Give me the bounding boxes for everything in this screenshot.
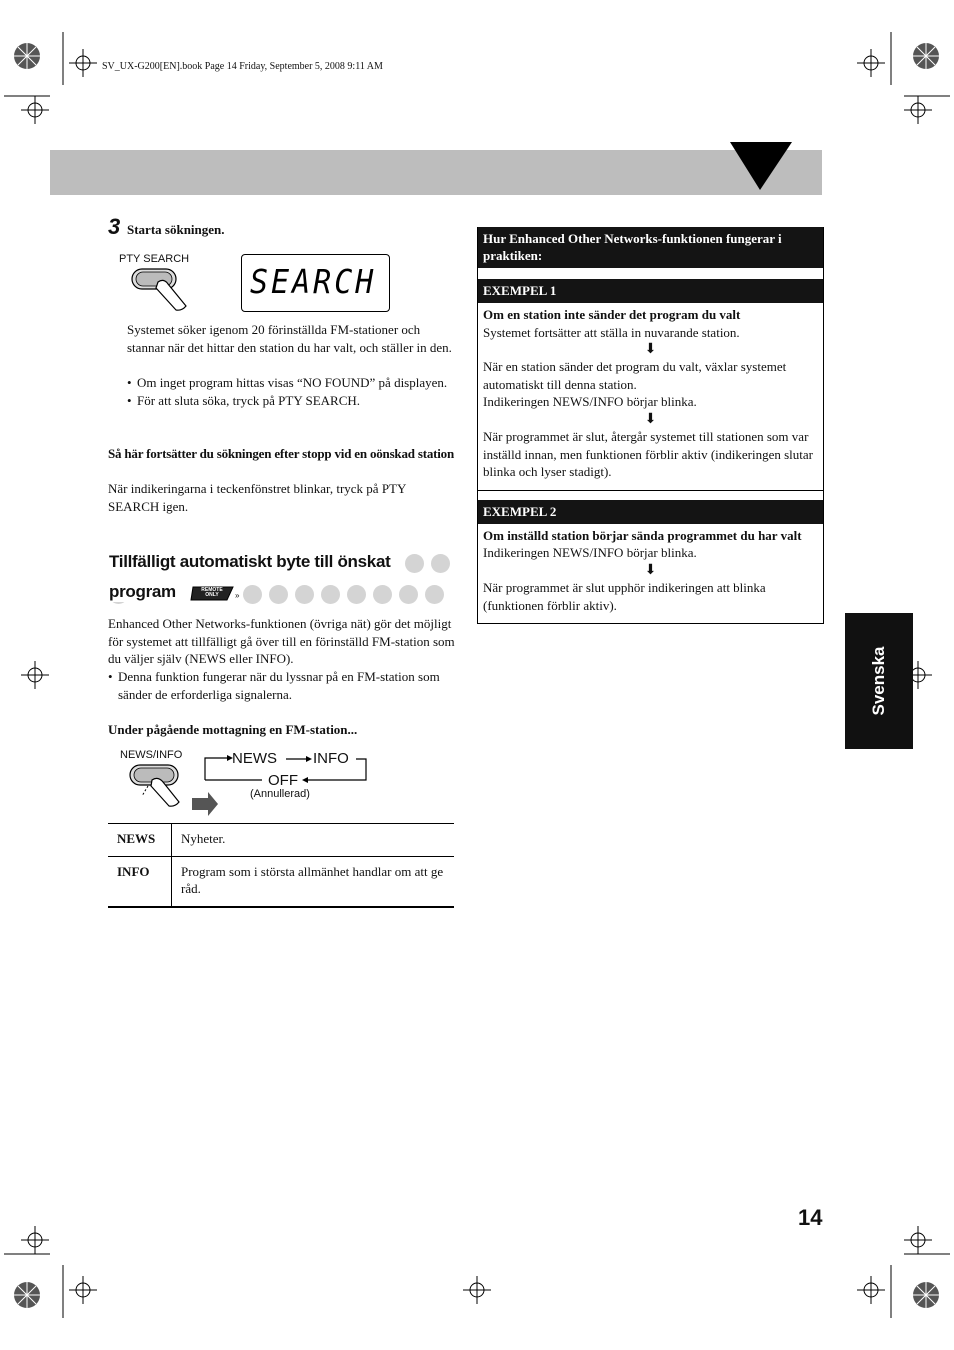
header-bar: [50, 150, 822, 195]
bullet-item: • För att sluta söka, tryck på PTY SEARCH.: [127, 392, 454, 410]
remote-only-text: REMOTE ONLY: [201, 587, 223, 598]
news-info-button-label: NEWS/INFO: [120, 749, 183, 761]
example1-text: När programmet är slut, återgår systemet till stationen som var inställd innan, men funktionen förblir aktiv (indikeringen slutar blinka och lyser stadigt).: [483, 428, 813, 480]
triangle-marker-icon: [722, 140, 824, 196]
down-arrow-icon: ⬇: [644, 342, 657, 358]
box-title: Hur Enhanced Other Networks-funktionen fungerar i praktiken:: [478, 227, 823, 268]
example1-content: [478, 303, 823, 490]
signal-icon: »: [235, 591, 240, 600]
step-number: 3: [108, 214, 121, 239]
bullet-item: • Denna funktion fungerar när du lyssnar på en FM-station som sänder de erforderliga signalerna.: [108, 668, 455, 703]
bullet-item: • Om inget program hittas visas “NO FOUND” på displayen.: [127, 374, 454, 392]
definition-table: [108, 823, 454, 908]
table-term: NEWS: [108, 824, 172, 857]
table-desc: Program som i största allmänhet handlar om att ge råd.: [181, 863, 444, 897]
cancel-label: (Annullerad): [250, 788, 310, 800]
table-desc: Nyheter.: [181, 831, 226, 846]
example2-text: Indikeringen NEWS/INFO börjar blinka.: [483, 545, 697, 561]
example2-label: EXEMPEL 2: [478, 500, 823, 524]
file-info: SV_UX-G200[EN].book Page 14 Friday, September 5, 2008 9:11 AM: [102, 61, 383, 72]
example2-content: [478, 524, 823, 623]
example1-text: Indikeringen NEWS/INFO börjar blinka.: [483, 394, 697, 410]
lcd-display: [241, 254, 390, 312]
section-title-line1: Tillfälligt automatiskt byte till önskat: [109, 552, 394, 572]
language-tab-label: Svenska: [869, 646, 888, 716]
example1-text: Systemet fortsätter att ställa in nuvarande station.: [483, 324, 740, 340]
down-arrow-icon: ⬇: [644, 562, 657, 578]
page-number: 14: [798, 1205, 823, 1230]
off-step: OFF: [268, 772, 298, 789]
language-tab: [845, 613, 913, 749]
search-description: Systemet söker igenom 20 förinställda FM-stationer och stannar när det hittar den station du har valt, och ställer in den.: [127, 322, 452, 355]
example1-label: EXEMPEL 1: [478, 279, 823, 303]
table-term: INFO: [108, 856, 172, 907]
lcd-display-text: SEARCH: [250, 263, 377, 302]
table-row: [108, 856, 454, 907]
search-bullets: [127, 374, 454, 409]
info-step: INFO: [313, 750, 349, 767]
continue-text: När indikeringarna i teckenfönstret blinkar, tryck på PTY SEARCH igen.: [108, 481, 406, 514]
pty-search-button[interactable]: [128, 266, 192, 312]
down-arrow-icon: ⬇: [644, 411, 657, 427]
pty-search-label: PTY SEARCH: [119, 253, 190, 265]
continue-heading: Så här fortsätter du sökningen efter stopp vid en oönskad station: [108, 446, 454, 461]
section-intro: Enhanced Other Networks-funktionen (övriga nät) gör det möjligt för systemet att tillfälligt gå över till en förinställd FM-station som du väljer själv (NEWS eller INFO).: [108, 616, 455, 667]
during-reception: Under pågående mottagning en FM-station...: [108, 722, 358, 737]
eon-example-box: [477, 227, 824, 624]
example1-heading: Om en station inte sänder det program du valt: [483, 307, 741, 322]
step-title: Starta sökningen.: [127, 222, 225, 237]
table-row: [108, 824, 454, 857]
section-bullet: [108, 668, 455, 703]
example1-text: När en station sänder det program du valt, växlar systemet automatiskt till denna station.: [483, 359, 787, 392]
example2-heading: Om inställd station börjar sända programmet du har valt: [483, 527, 802, 543]
news-step: NEWS: [232, 750, 277, 767]
example2-text: När programmet är slut upphör indikeringen att blinka (funktionen förblir aktiv).: [483, 579, 766, 613]
section-title-line2: program: [109, 582, 180, 602]
remote-only-badge: [189, 585, 235, 602]
